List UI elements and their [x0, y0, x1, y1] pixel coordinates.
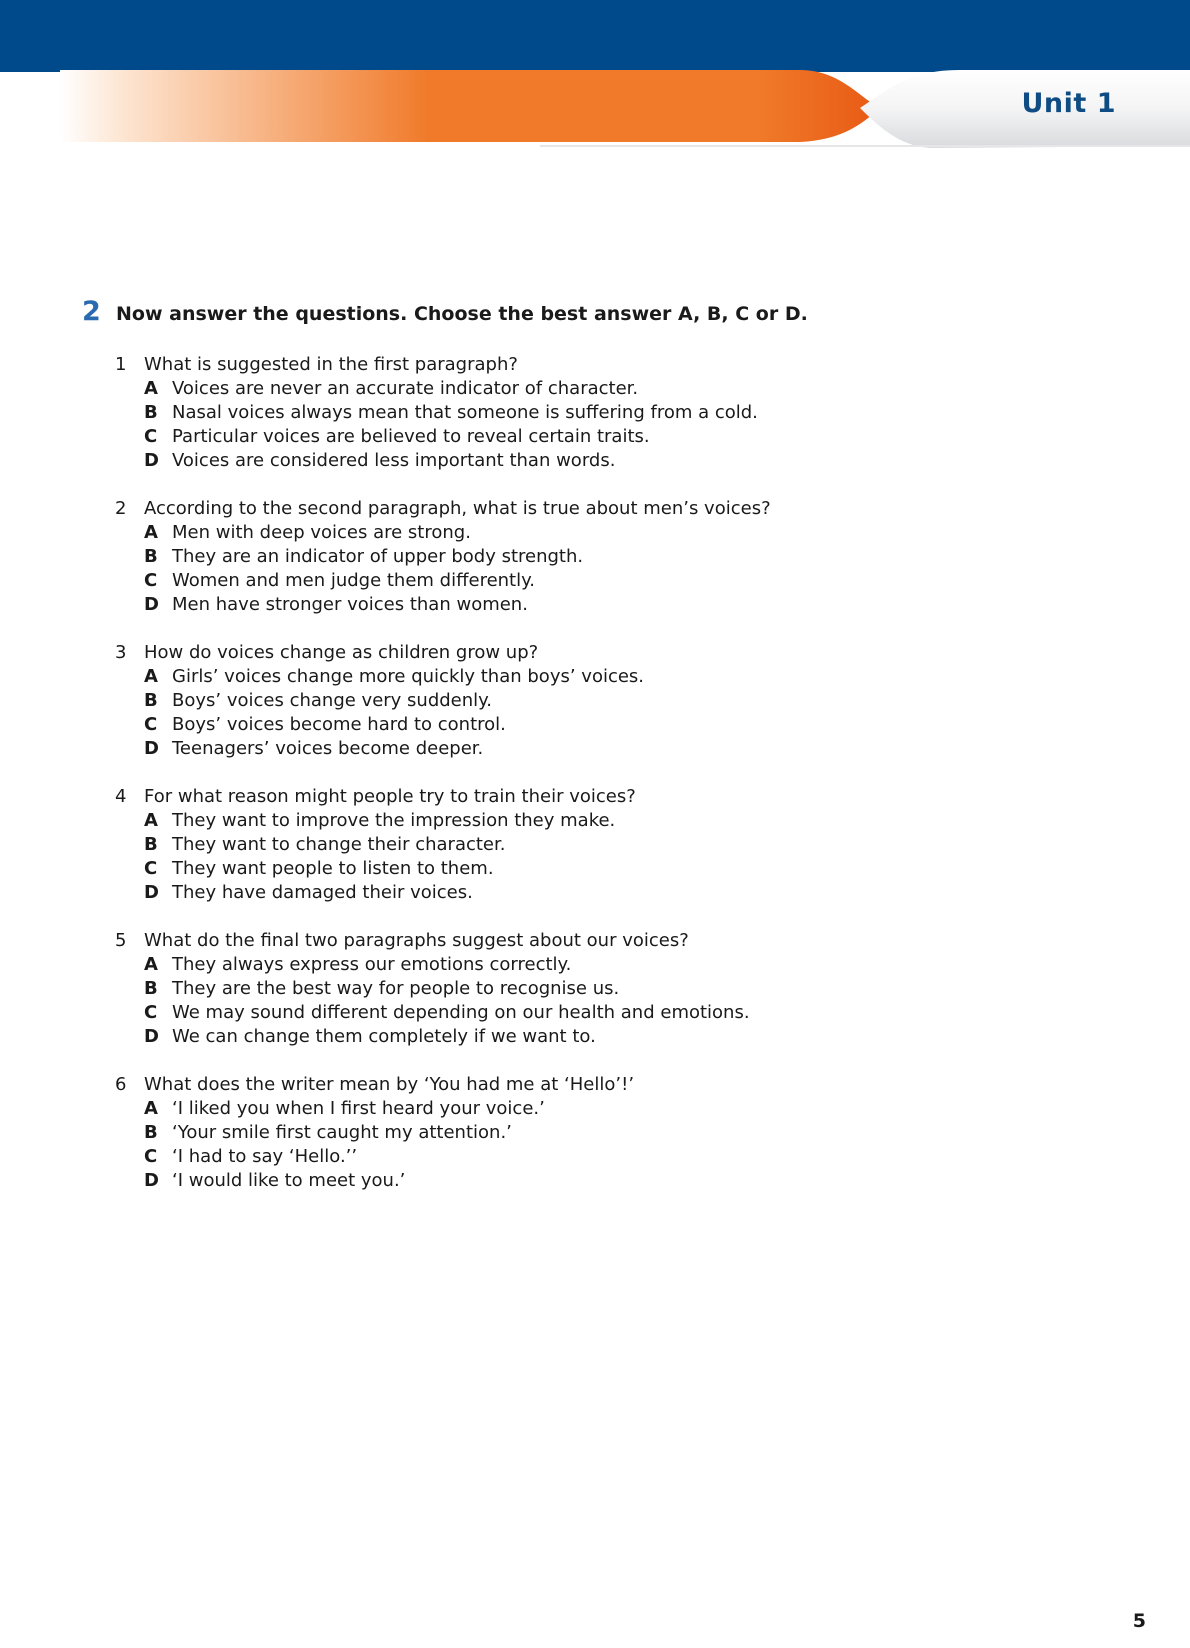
exercise — [82, 296, 1082, 1217]
option-letter: B — [144, 690, 158, 711]
page-number: 5 — [1132, 1610, 1146, 1632]
option-text: ‘Your smile first caught my attention.’ — [172, 1122, 512, 1143]
option-text: Men have stronger voices than women. — [172, 594, 528, 615]
answer-option — [115, 857, 1082, 881]
answer-option — [115, 401, 1082, 425]
answer-option — [115, 521, 1082, 545]
option-letter: D — [144, 594, 159, 615]
answer-option — [115, 425, 1082, 449]
question-text: For what reason might people try to train their voices? — [144, 786, 636, 807]
option-text: Boys’ voices change very suddenly. — [172, 690, 492, 711]
option-text: We may sound different depending on our health and emotions. — [172, 1002, 750, 1023]
option-text: Voices are considered less important than words. — [172, 450, 616, 471]
option-letter: B — [144, 546, 158, 567]
question-1 — [115, 353, 1082, 473]
option-text: They are the best way for people to recognise us. — [172, 978, 620, 999]
answer-option — [115, 1001, 1082, 1025]
option-letter: B — [144, 1122, 158, 1143]
option-letter: D — [144, 1026, 159, 1047]
option-letter: C — [144, 426, 158, 447]
option-letter: D — [144, 738, 159, 759]
question-number: 5 — [115, 930, 127, 951]
option-letter: A — [144, 810, 158, 831]
option-letter: D — [144, 1170, 159, 1191]
option-text: ‘I would like to meet you.’ — [172, 1170, 406, 1191]
question-number: 3 — [115, 642, 127, 663]
option-text: Boys’ voices become hard to control. — [172, 714, 506, 735]
question-list — [82, 353, 1082, 1193]
answer-option — [115, 713, 1082, 737]
question-number: 1 — [115, 354, 127, 375]
answer-option — [115, 449, 1082, 473]
answer-option — [115, 1097, 1082, 1121]
answer-option — [115, 1121, 1082, 1145]
answer-option — [115, 881, 1082, 905]
option-letter: A — [144, 954, 158, 975]
option-text: Nasal voices always mean that someone is suffering from a cold. — [172, 402, 758, 423]
question-text: What is suggested in the first paragraph? — [144, 354, 518, 375]
option-text: Men with deep voices are strong. — [172, 522, 471, 543]
option-letter: D — [144, 450, 159, 471]
question-number: 2 — [115, 498, 127, 519]
answer-option — [115, 1025, 1082, 1049]
answer-option — [115, 737, 1082, 761]
option-text: They always express our emotions correctly. — [172, 954, 572, 975]
option-text: ‘I liked you when I first heard your voice.’ — [172, 1098, 545, 1119]
option-letter: A — [144, 378, 158, 399]
unit-title: Unit 1 — [1021, 88, 1116, 119]
option-letter: C — [144, 1146, 158, 1167]
option-text: They want to change their character. — [172, 834, 506, 855]
option-letter: B — [144, 402, 158, 423]
option-text: Voices are never an accurate indicator of character. — [172, 378, 639, 399]
header-swoosh-decoration — [0, 68, 1190, 158]
option-letter: C — [144, 1002, 158, 1023]
option-text: They want to improve the impression they make. — [172, 810, 616, 831]
answer-option — [115, 545, 1082, 569]
option-letter: A — [144, 1098, 158, 1119]
header-bar — [0, 0, 1190, 72]
option-letter: B — [144, 834, 158, 855]
answer-option — [115, 665, 1082, 689]
question-number: 4 — [115, 786, 127, 807]
option-letter: A — [144, 666, 158, 687]
option-letter: B — [144, 978, 158, 999]
question-5 — [115, 929, 1082, 1049]
option-letter: C — [144, 570, 158, 591]
option-text: Particular voices are believed to reveal certain traits. — [172, 426, 650, 447]
answer-option — [115, 593, 1082, 617]
answer-option — [115, 809, 1082, 833]
question-text: What does the writer mean by ‘You had me at ‘Hello’!’ — [144, 1074, 635, 1095]
answer-option — [115, 1145, 1082, 1169]
exercise-header — [82, 296, 1082, 327]
option-letter: D — [144, 882, 159, 903]
option-text: Girls’ voices change more quickly than boys’ voices. — [172, 666, 645, 687]
question-4 — [115, 785, 1082, 905]
option-text: Women and men judge them differently. — [172, 570, 535, 591]
answer-option — [115, 689, 1082, 713]
option-text: They are an indicator of upper body strength. — [172, 546, 584, 567]
option-text: ‘I had to say ‘Hello.’’ — [172, 1146, 358, 1167]
answer-option — [115, 977, 1082, 1001]
question-2 — [115, 497, 1082, 617]
answer-option — [115, 569, 1082, 593]
option-text: They have damaged their voices. — [172, 882, 473, 903]
question-text: According to the second paragraph, what is true about men’s voices? — [144, 498, 771, 519]
question-text: What do the final two paragraphs suggest about our voices? — [144, 930, 689, 951]
question-number: 6 — [115, 1074, 127, 1095]
question-3 — [115, 641, 1082, 761]
option-letter: A — [144, 522, 158, 543]
option-text: They want people to listen to them. — [172, 858, 494, 879]
option-letter: C — [144, 858, 158, 879]
answer-option — [115, 377, 1082, 401]
answer-option — [115, 1169, 1082, 1193]
question-6 — [115, 1073, 1082, 1193]
option-text: Teenagers’ voices become deeper. — [172, 738, 484, 759]
option-letter: C — [144, 714, 158, 735]
option-text: We can change them completely if we want to. — [172, 1026, 596, 1047]
question-text: How do voices change as children grow up? — [144, 642, 539, 663]
exercise-instruction: Now answer the questions. Choose the best answer A, B, C or D. — [116, 303, 808, 325]
answer-option — [115, 833, 1082, 857]
answer-option — [115, 953, 1082, 977]
exercise-number: 2 — [82, 296, 101, 327]
